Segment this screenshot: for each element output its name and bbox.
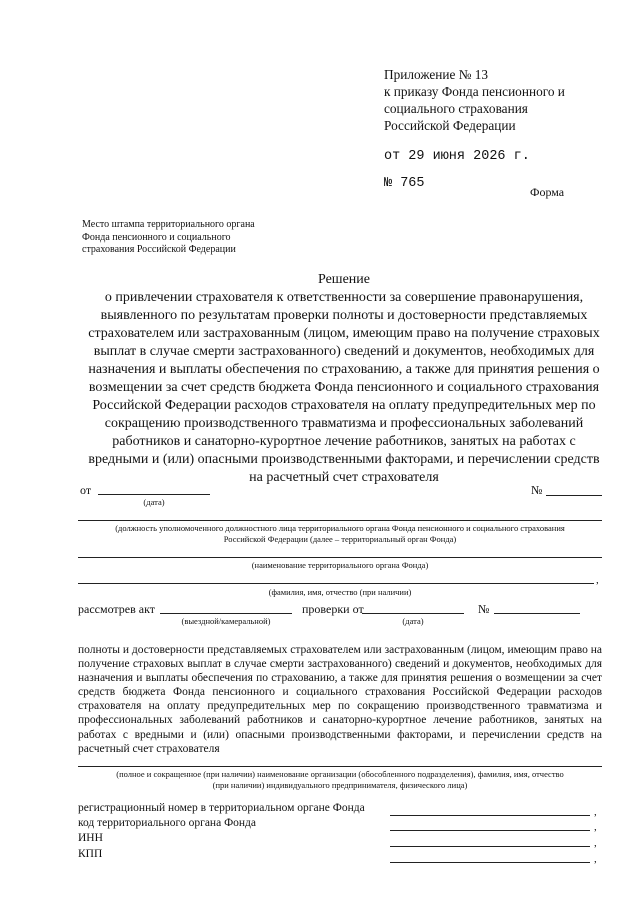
appendix-date: от 29 июня 2026 г. — [384, 149, 530, 164]
organization-caption-2: (при наличии) индивидуального предпринимателя, физического лица) — [212, 780, 468, 790]
official-caption-2: Российской Федерации (далее – территориальный орган Фонда) — [223, 534, 457, 544]
date-caption: (дата) — [143, 497, 165, 507]
kpp-comma: , — [594, 853, 597, 865]
date-field[interactable] — [98, 494, 210, 495]
stamp-place — [82, 219, 302, 257]
act-type-caption: (выездной/камеральной) — [181, 616, 271, 626]
organization-caption-1: (полное и сокращенное (при наличии) наименование организации (обособленного подразделения), фамилия, имя, отчество — [116, 769, 564, 779]
document-title — [82, 271, 606, 487]
stamp-line-3: страхования Российской Федерации — [82, 244, 236, 255]
fund-code-comma: , — [594, 821, 597, 833]
fund-name-field[interactable] — [78, 557, 602, 558]
body-paragraph: полноты и достоверности представляемых страхователем или застрахованным (лицом, имеющим право на получение страховых выплат в случае смерти застрахованного) сведений и документов, необходимых для назначения и выплаты обеспечения по страхованию, а также для принятия решения о возмещении за счет средств бюджета Фонда пенсионного и социального страхования Российской Федерации расходов страхователя на оплату предупредительных мер по сокращению производственного травматизма и профессиональных заболеваний работников и санаторно-курортное лечение работников, занятых на работах с вредными и (или) опасными производственными факторами, и перечислении средств на расчетный счет страхователя — [78, 644, 602, 755]
from-label: от — [80, 483, 92, 497]
kpp-label: КПП — [78, 848, 103, 860]
appendix-block — [384, 66, 565, 192]
act-type-field[interactable] — [160, 613, 292, 614]
title-text: о привлечении страхователя к ответственности за совершение правонарушения, выявленного по результатам проверки полноты и достоверности представляемых страхователем или застрахованным (лицом, имеющим право на получение страховых выплат в случае смерти застрахованного) сведений и документов, необходимых для назначения и выплаты обеспечения по страхованию, а также для принятия решения о возмещении за счет средств бюджета Фонда пенсионного и социального страхования Российской Федерации расходов страхователя на оплату предупредительных мер по сокращению производственного травматизма и профессиональных заболеваний работников и санаторно-курортное лечение работников, занятых на работах с вредными и (или) опасными производственными факторами, и перечислении средств на расчетный счет страхователя — [88, 290, 600, 485]
fund-code-field[interactable] — [390, 830, 590, 831]
stamp-line-2: Фонда пенсионного и социального — [82, 231, 231, 243]
appendix-line-2: к приказу Фонда пенсионного и — [384, 84, 565, 99]
kpp-field[interactable] — [390, 862, 590, 863]
organization-field[interactable] — [78, 766, 602, 767]
inn-label: ИНН — [78, 832, 103, 844]
official-caption-1: (должность уполномоченного должностного лица территориального органа Фонда пенсионного и социального страхования — [115, 523, 565, 533]
inn-field[interactable] — [390, 846, 590, 847]
appendix-line-1: Приложение № 13 — [384, 67, 488, 82]
check-number-field[interactable] — [494, 613, 580, 614]
check-label: проверки от — [302, 602, 364, 616]
appendix-line-4: Российской Федерации — [384, 118, 516, 133]
reg-number-label: регистрационный номер в территориальном органе Фонда — [78, 802, 365, 814]
appendix-number: № 765 — [384, 176, 425, 191]
check-date-field[interactable] — [362, 613, 464, 614]
number-field[interactable] — [546, 495, 602, 496]
fund-code-label: код территориального органа Фонда — [78, 817, 257, 829]
fio-comma: , — [596, 574, 599, 586]
check-date-caption: (дата) — [402, 616, 424, 626]
fio-field[interactable] — [78, 583, 594, 584]
appendix-line-3: социального страхования — [384, 101, 528, 116]
official-field[interactable] — [78, 520, 602, 521]
fund-name-caption: (наименование территориального органа Фонда) — [251, 560, 429, 570]
reg-number-field[interactable] — [390, 815, 590, 816]
form-label: Форма — [530, 185, 565, 199]
inn-comma: , — [594, 837, 597, 849]
fio-caption: (фамилия, имя, отчество (при наличии) — [268, 587, 412, 597]
considered-label: рассмотрев акт — [78, 602, 156, 616]
stamp-line-1: Место штампа территориального органа — [82, 219, 255, 230]
number-label: № — [531, 483, 543, 497]
title-word: Решение — [317, 272, 370, 287]
check-number-label: № — [478, 602, 490, 616]
reg-number-comma: , — [594, 806, 597, 818]
